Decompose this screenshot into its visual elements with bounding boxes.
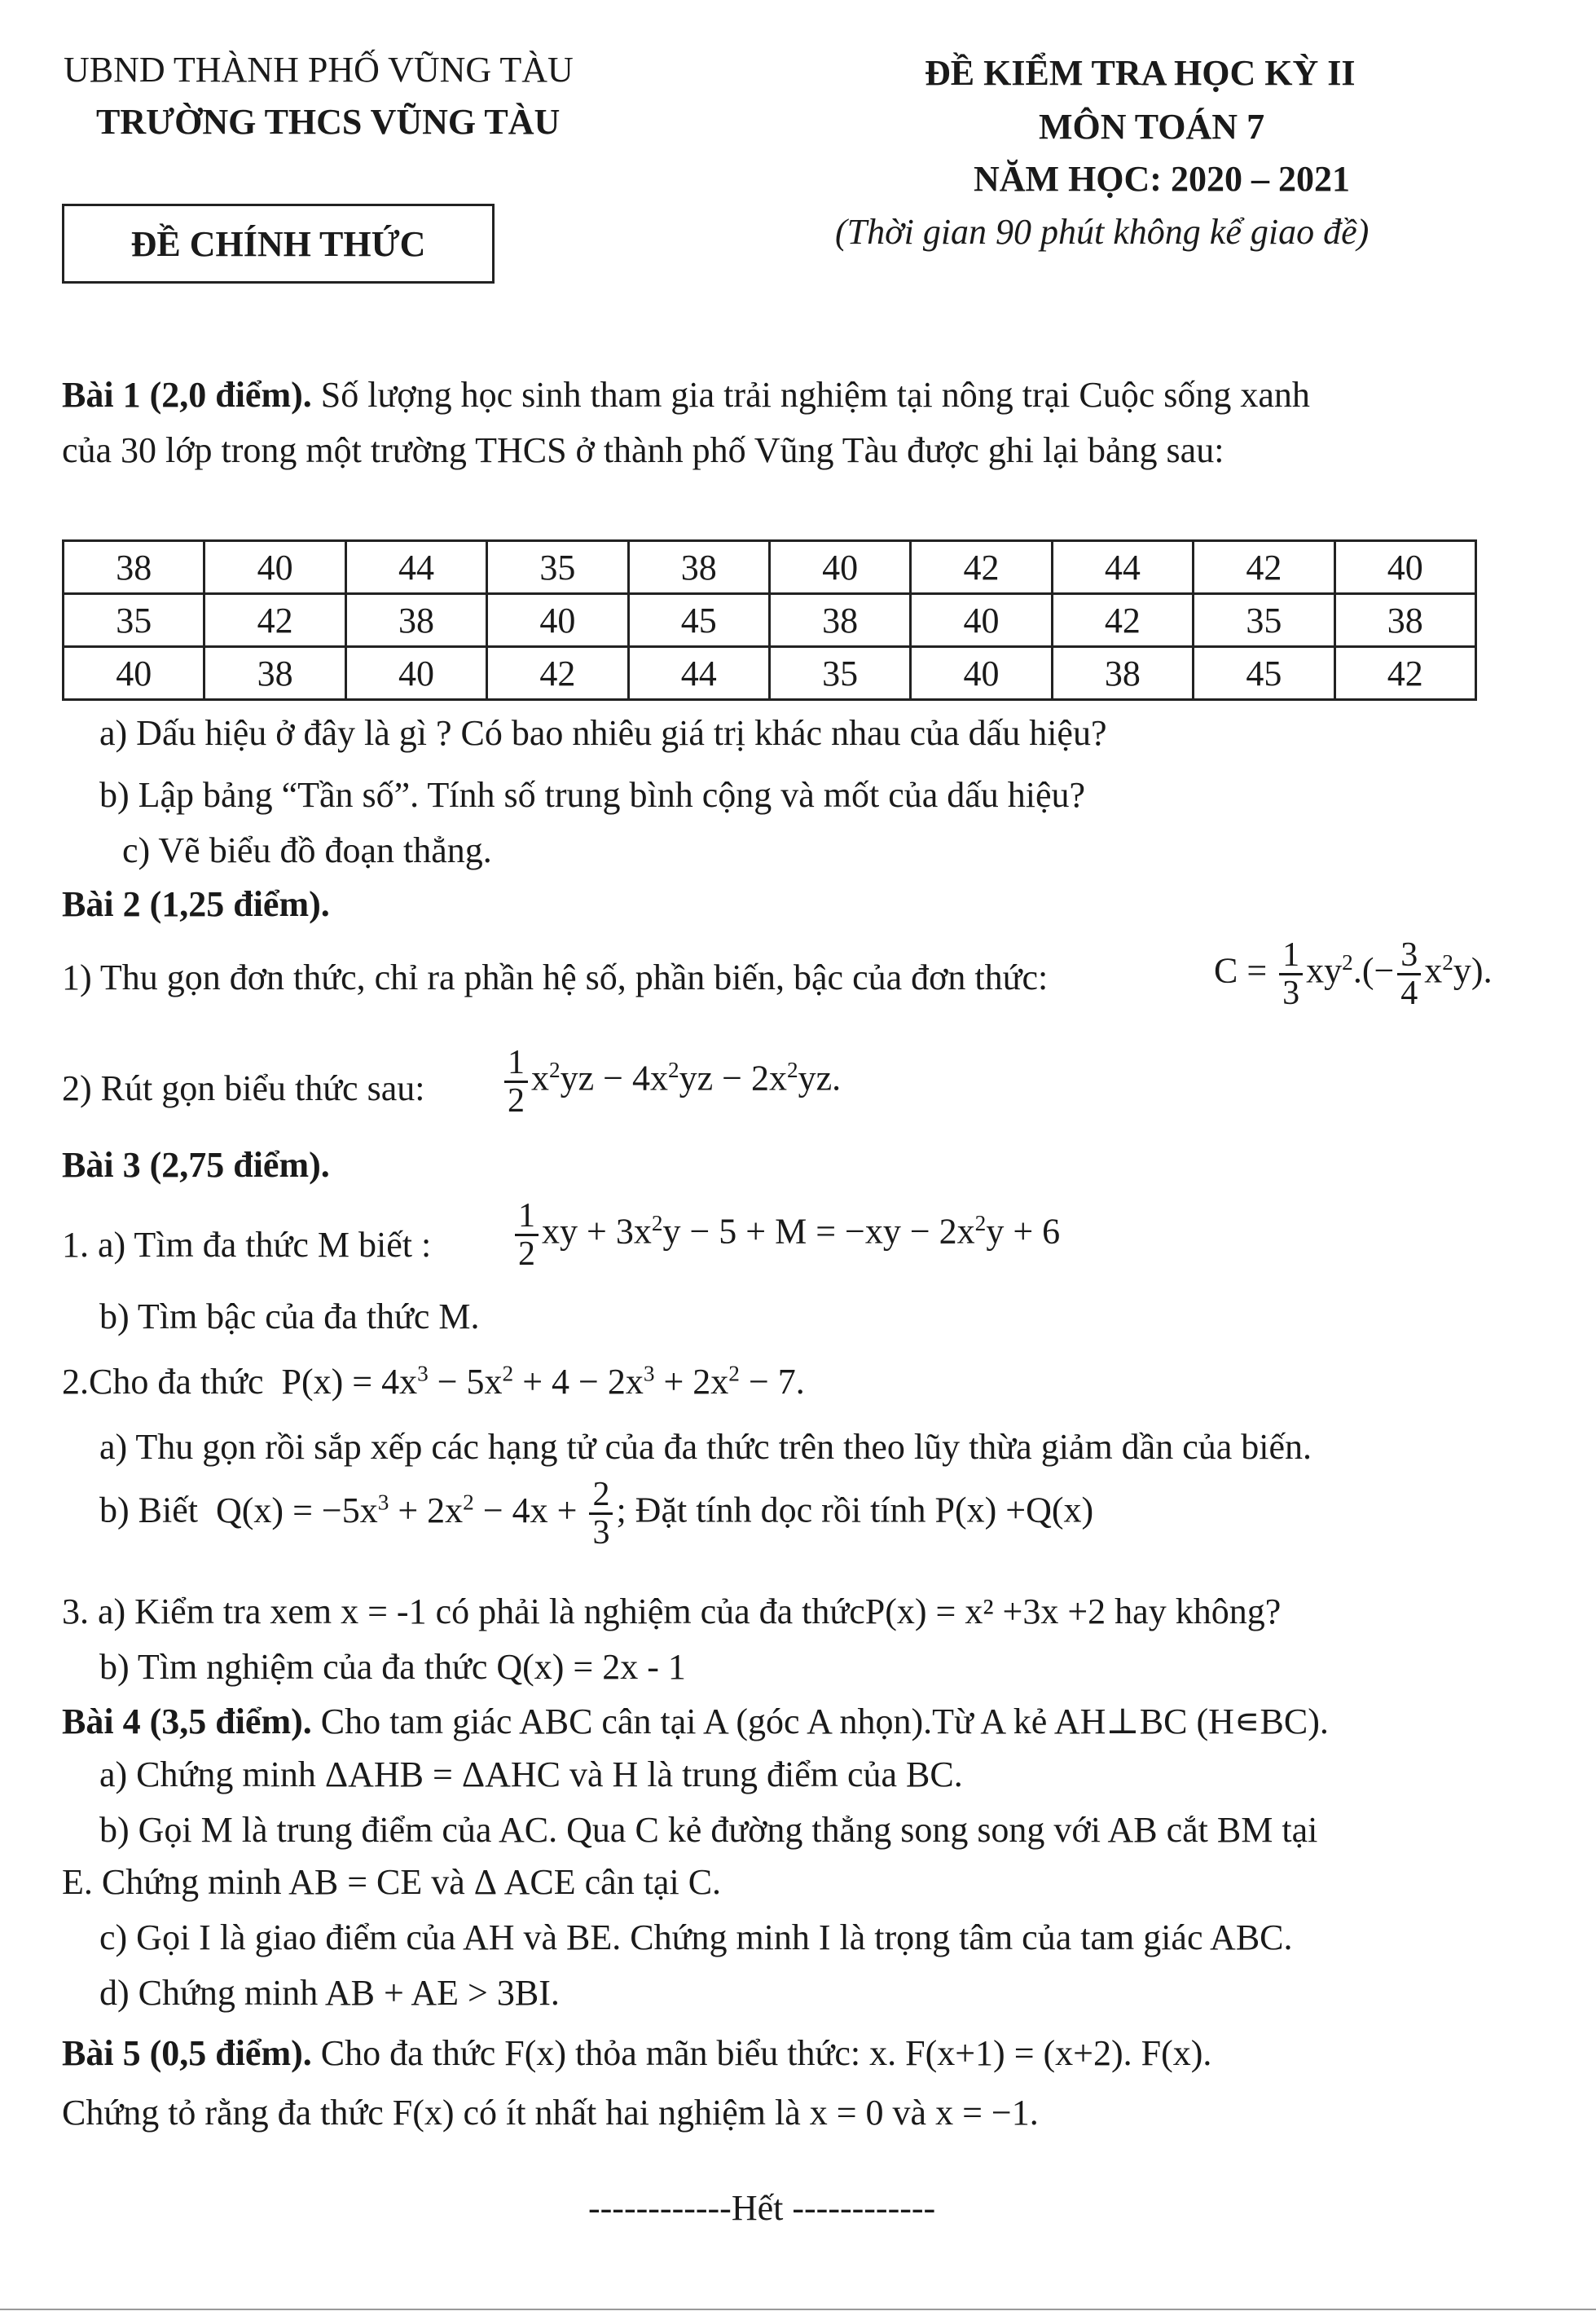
- fraction-three-quarters: $\frac{3}{4}$: [1397, 937, 1421, 1011]
- bai3-question-2: 2.Cho đa thức: [62, 1362, 264, 1402]
- page-bottom-line: [0, 2309, 1596, 2310]
- bai3-question-2a: a) Thu gọn rồi sắp xếp các hạng tử của đa thức trên theo lũy thừa giảm dần của biến.: [99, 1427, 1312, 1467]
- bai3-question-2b-line: [99, 1477, 1093, 1551]
- table-cell: 45: [628, 594, 769, 647]
- table-cell: 40: [1334, 541, 1475, 594]
- table-cell: 40: [204, 541, 345, 594]
- official-exam-box: [62, 204, 495, 284]
- table-cell: 38: [628, 541, 769, 594]
- table-cell: 42: [911, 541, 1052, 594]
- fraction-one-half-m: $\frac{1}{2}$: [515, 1198, 539, 1272]
- table-row: [64, 541, 1476, 594]
- data-table: [62, 539, 1477, 701]
- bai3-question-2-line: [62, 1359, 805, 1404]
- bai3-question-2b-suffix: ; Đặt tính dọc rồi tính P(x) +Q(x): [616, 1490, 1094, 1530]
- polynomial-p: $P(x) = 4x^3 - 5x^2 + 4 - 2x^3 + 2x^2 - 7$.: [272, 1361, 805, 1402]
- table-cell: 38: [1052, 647, 1193, 700]
- bai3-title: Bài 3 (2,75 điểm).: [62, 1145, 330, 1185]
- fraction-one-half: $\frac{1}{2}$: [504, 1045, 528, 1119]
- table-cell: 45: [1194, 647, 1334, 700]
- bai2-title: Bài 2 (1,25 điểm).: [62, 884, 330, 924]
- bai5-line1: [62, 2031, 1211, 2076]
- bai1-title: Bài 1 (2,0 điểm).: [62, 375, 312, 415]
- bai5-text1: Cho đa thức F(x) thỏa mãn biểu thức: x. F(x+1) = (x+2). F(x).: [320, 2033, 1212, 2073]
- school-name: TRƯỜNG THCS VŨNG TÀU: [96, 102, 561, 142]
- bai4-intro: Cho tam giác ABC cân tại A (góc A nhọn).Từ A kẻ AH⊥BC (H∊BC).: [320, 1701, 1329, 1741]
- table-cell: 38: [769, 594, 910, 647]
- table-cell: 42: [1194, 541, 1334, 594]
- table-cell: 44: [345, 541, 486, 594]
- table-cell: 44: [628, 647, 769, 700]
- bai3-question-3a: 3. a) Kiểm tra xem x = -1 có phải là nghiệm của đa thứcP(x) = x² +3x +2 hay không?: [62, 1591, 1282, 1631]
- school-authority: UBND THÀNH PHỐ VŨNG TÀU: [64, 50, 574, 90]
- polynomial-q: $Q(x) = -5x^3 + 2x^2 - 4x$ + $\frac{2}{3}$: [207, 1490, 616, 1530]
- bai4-question-b2: E. Chứng minh AB = CE và Δ ACE cân tại C.: [62, 1862, 722, 1902]
- bai3-question-3b: b) Tìm nghiệm của đa thức Q(x) = 2x - 1: [99, 1647, 686, 1687]
- monomial-expression: C = $\frac{1}{3}$ $xy^2.(-$ $\frac{3}{4}$ $x^2y$).: [1214, 936, 1493, 1013]
- bai4-question-a: a) Chứng minh ΔAHB = ΔAHC và H là trung điểm của BC.: [99, 1754, 963, 1794]
- table-cell: 38: [64, 541, 204, 594]
- fraction-one-third: $\frac{1}{3}$: [1279, 937, 1303, 1011]
- bai5-title: Bài 5 (0,5 điểm).: [62, 2033, 312, 2073]
- equation-find-m: $\frac{1}{2}$ xy + $3x^2y - 5 + M = -xy - 2x^2y + 6$: [512, 1198, 1060, 1272]
- table-cell: 42: [1052, 594, 1193, 647]
- table-cell: 35: [1194, 594, 1334, 647]
- bai1-question-b: b) Lập bảng “Tần số”. Tính số trung bình cộng và mốt của dấu hiệu?: [99, 775, 1086, 815]
- table-cell: 42: [1334, 647, 1475, 700]
- table-cell: 38: [345, 594, 486, 647]
- bai4-intro-line: [62, 1699, 1329, 1744]
- table-row: [64, 647, 1476, 700]
- exam-subject: MÔN TOÁN 7: [1039, 107, 1265, 147]
- table-cell: 35: [64, 594, 204, 647]
- table-cell: 40: [769, 541, 910, 594]
- end-marker: ------------Hết ------------: [588, 2188, 936, 2228]
- table-row: [64, 594, 1476, 647]
- bai3-question-1a: 1. a) Tìm đa thức M biết :: [62, 1225, 432, 1265]
- table-cell: 40: [911, 594, 1052, 647]
- fraction-two-thirds: $\frac{2}{3}$: [589, 1477, 613, 1551]
- bai2-question-1: 1) Thu gọn đơn thức, chỉ ra phần hệ số, phần biến, bậc của đơn thức:: [62, 957, 1049, 997]
- official-exam-label: ĐỀ CHÍNH THỨC: [130, 223, 426, 264]
- bai1-intro-a: Số lượng học sinh tham gia trải nghiệm tại nông trại Cuộc sống xanh: [320, 375, 1310, 415]
- bai5-line2: Chứng tỏ rằng đa thức F(x) có ít nhất hai nghiệm là x = 0 và x = −1.: [62, 2093, 1039, 2133]
- bai1-question-a: a) Dấu hiệu ở đây là gì ? Có bao nhiêu giá trị khác nhau của dấu hiệu?: [99, 713, 1107, 753]
- bai3-question-2b-prefix: b) Biết: [99, 1490, 198, 1530]
- exam-duration: (Thời gian 90 phút không kể giao đề): [835, 212, 1370, 252]
- table-cell: 40: [345, 647, 486, 700]
- bai2-question-2: 2) Rút gọn biểu thức sau:: [62, 1068, 425, 1108]
- table-cell: 35: [769, 647, 910, 700]
- table-cell: 40: [911, 647, 1052, 700]
- exam-title: ĐỀ KIỂM TRA HỌC KỲ II: [925, 53, 1356, 93]
- bai4-question-d: d) Chứng minh AB + AE > 3BI.: [99, 1973, 560, 2013]
- bai1-intro-line1: [62, 372, 1310, 417]
- bai1-question-c: c) Vẽ biểu đồ đoạn thẳng.: [122, 830, 492, 870]
- table-cell: 42: [204, 594, 345, 647]
- table-cell: 38: [1334, 594, 1475, 647]
- table-cell: 44: [1052, 541, 1193, 594]
- table-cell: 35: [487, 541, 628, 594]
- school-year: NĂM HỌC: 2020 – 2021: [974, 159, 1350, 199]
- bai4-title: Bài 4 (3,5 điểm).: [62, 1701, 312, 1741]
- expression-simplify: $\frac{1}{2}$ $x^2yz - 4x^2yz - 2x^2yz$.: [501, 1045, 841, 1119]
- bai1-intro-line2: của 30 lớp trong một trường THCS ở thành phố Vũng Tàu được ghi lại bảng sau:: [62, 430, 1224, 470]
- table-cell: 40: [487, 594, 628, 647]
- bai3-question-1b: b) Tìm bậc của đa thức M.: [99, 1296, 480, 1336]
- bai4-question-c: c) Gọi I là giao điểm của AH và BE. Chứng minh I là trọng tâm của tam giác ABC.: [99, 1917, 1293, 1957]
- table-cell: 38: [204, 647, 345, 700]
- table-cell: 42: [487, 647, 628, 700]
- table-cell: 40: [64, 647, 204, 700]
- bai4-question-b1: b) Gọi M là trung điểm của AC. Qua C kẻ đường thẳng song song với AB cắt BM tại: [99, 1810, 1318, 1850]
